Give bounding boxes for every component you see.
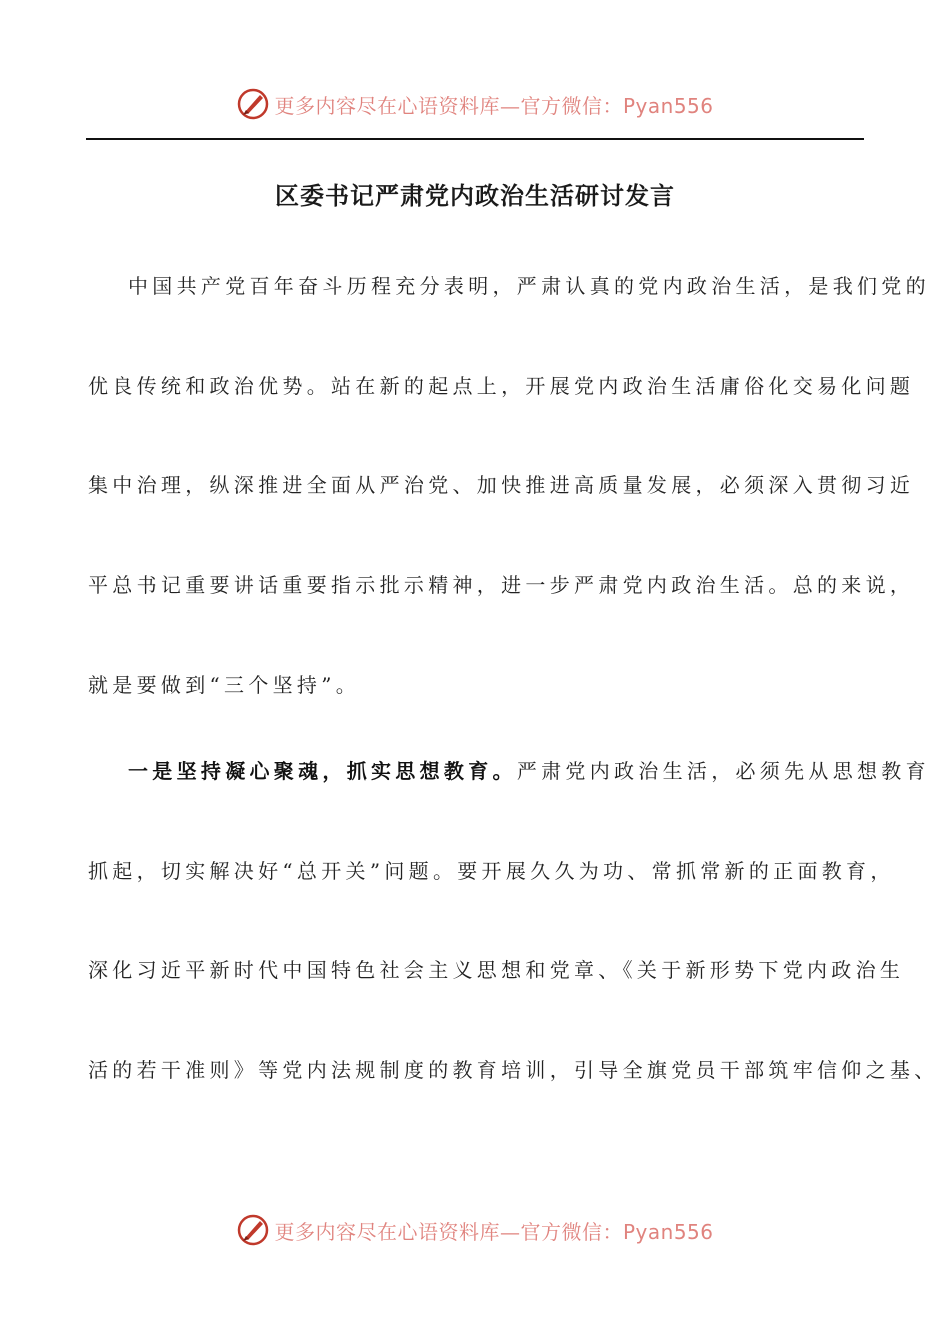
paragraph-line: 优良传统和政治优势。站在新的起点上，开展党内政治生活庸俗化交易化问题 [88,374,915,398]
paragraph-line: 深化习近平新时代中国特色社会主义思想和党章、《关于新形势下党内政治生 [88,958,905,982]
banner-dash: — [499,93,521,118]
point1-first-line [128,757,930,785]
paragraph-line: 中国共产党百年奋斗历程充分表明，严肃认真的党内政治生活，是我们党的 [128,274,930,298]
point1-heading: 一是坚持凝心聚魂，抓实思想教育。 [128,759,517,783]
banner-account: Pyan556 [622,93,714,118]
header-divider [86,138,864,140]
paragraph-line: 平总书记重要讲话重要指示批示精神，进一步严肃党内政治生活。总的来说， [88,573,915,597]
banner-text [274,90,713,119]
banner-brand: 更多内容尽在心语资料库 [274,93,500,118]
banner-wechat-label: 官方微信： [520,1219,623,1244]
header-banner [0,84,950,124]
pen-nib-logo-icon [236,1213,270,1247]
point1-first-line-text: 严肃党内政治生活，必须先从思想教育 [516,759,930,783]
footer-banner [0,1210,950,1250]
banner-account: Pyan556 [622,1219,714,1244]
banner-wechat-label: 官方微信： [520,93,623,118]
document-title: 区委书记严肃党内政治生活研讨发言 [275,181,675,210]
banner-brand: 更多内容尽在心语资料库 [274,1219,500,1244]
paragraph-line: 抓起，切实解决好“总开关”问题。要开展久久为功、常抓常新的正面教育， [88,859,895,883]
paragraph-line: 就是要做到“三个坚持”。 [88,673,361,697]
pen-nib-logo-icon [236,87,270,121]
banner-text [274,1216,713,1245]
paragraph-line: 集中治理，纵深推进全面从严治党、加快推进高质量发展，必须深入贯彻习近 [88,473,915,497]
banner-dash: — [499,1219,521,1244]
paragraph-line: 活的若干准则》等党内法规制度的教育培训，引导全旗党员干部筑牢信仰之基、 [88,1058,939,1082]
